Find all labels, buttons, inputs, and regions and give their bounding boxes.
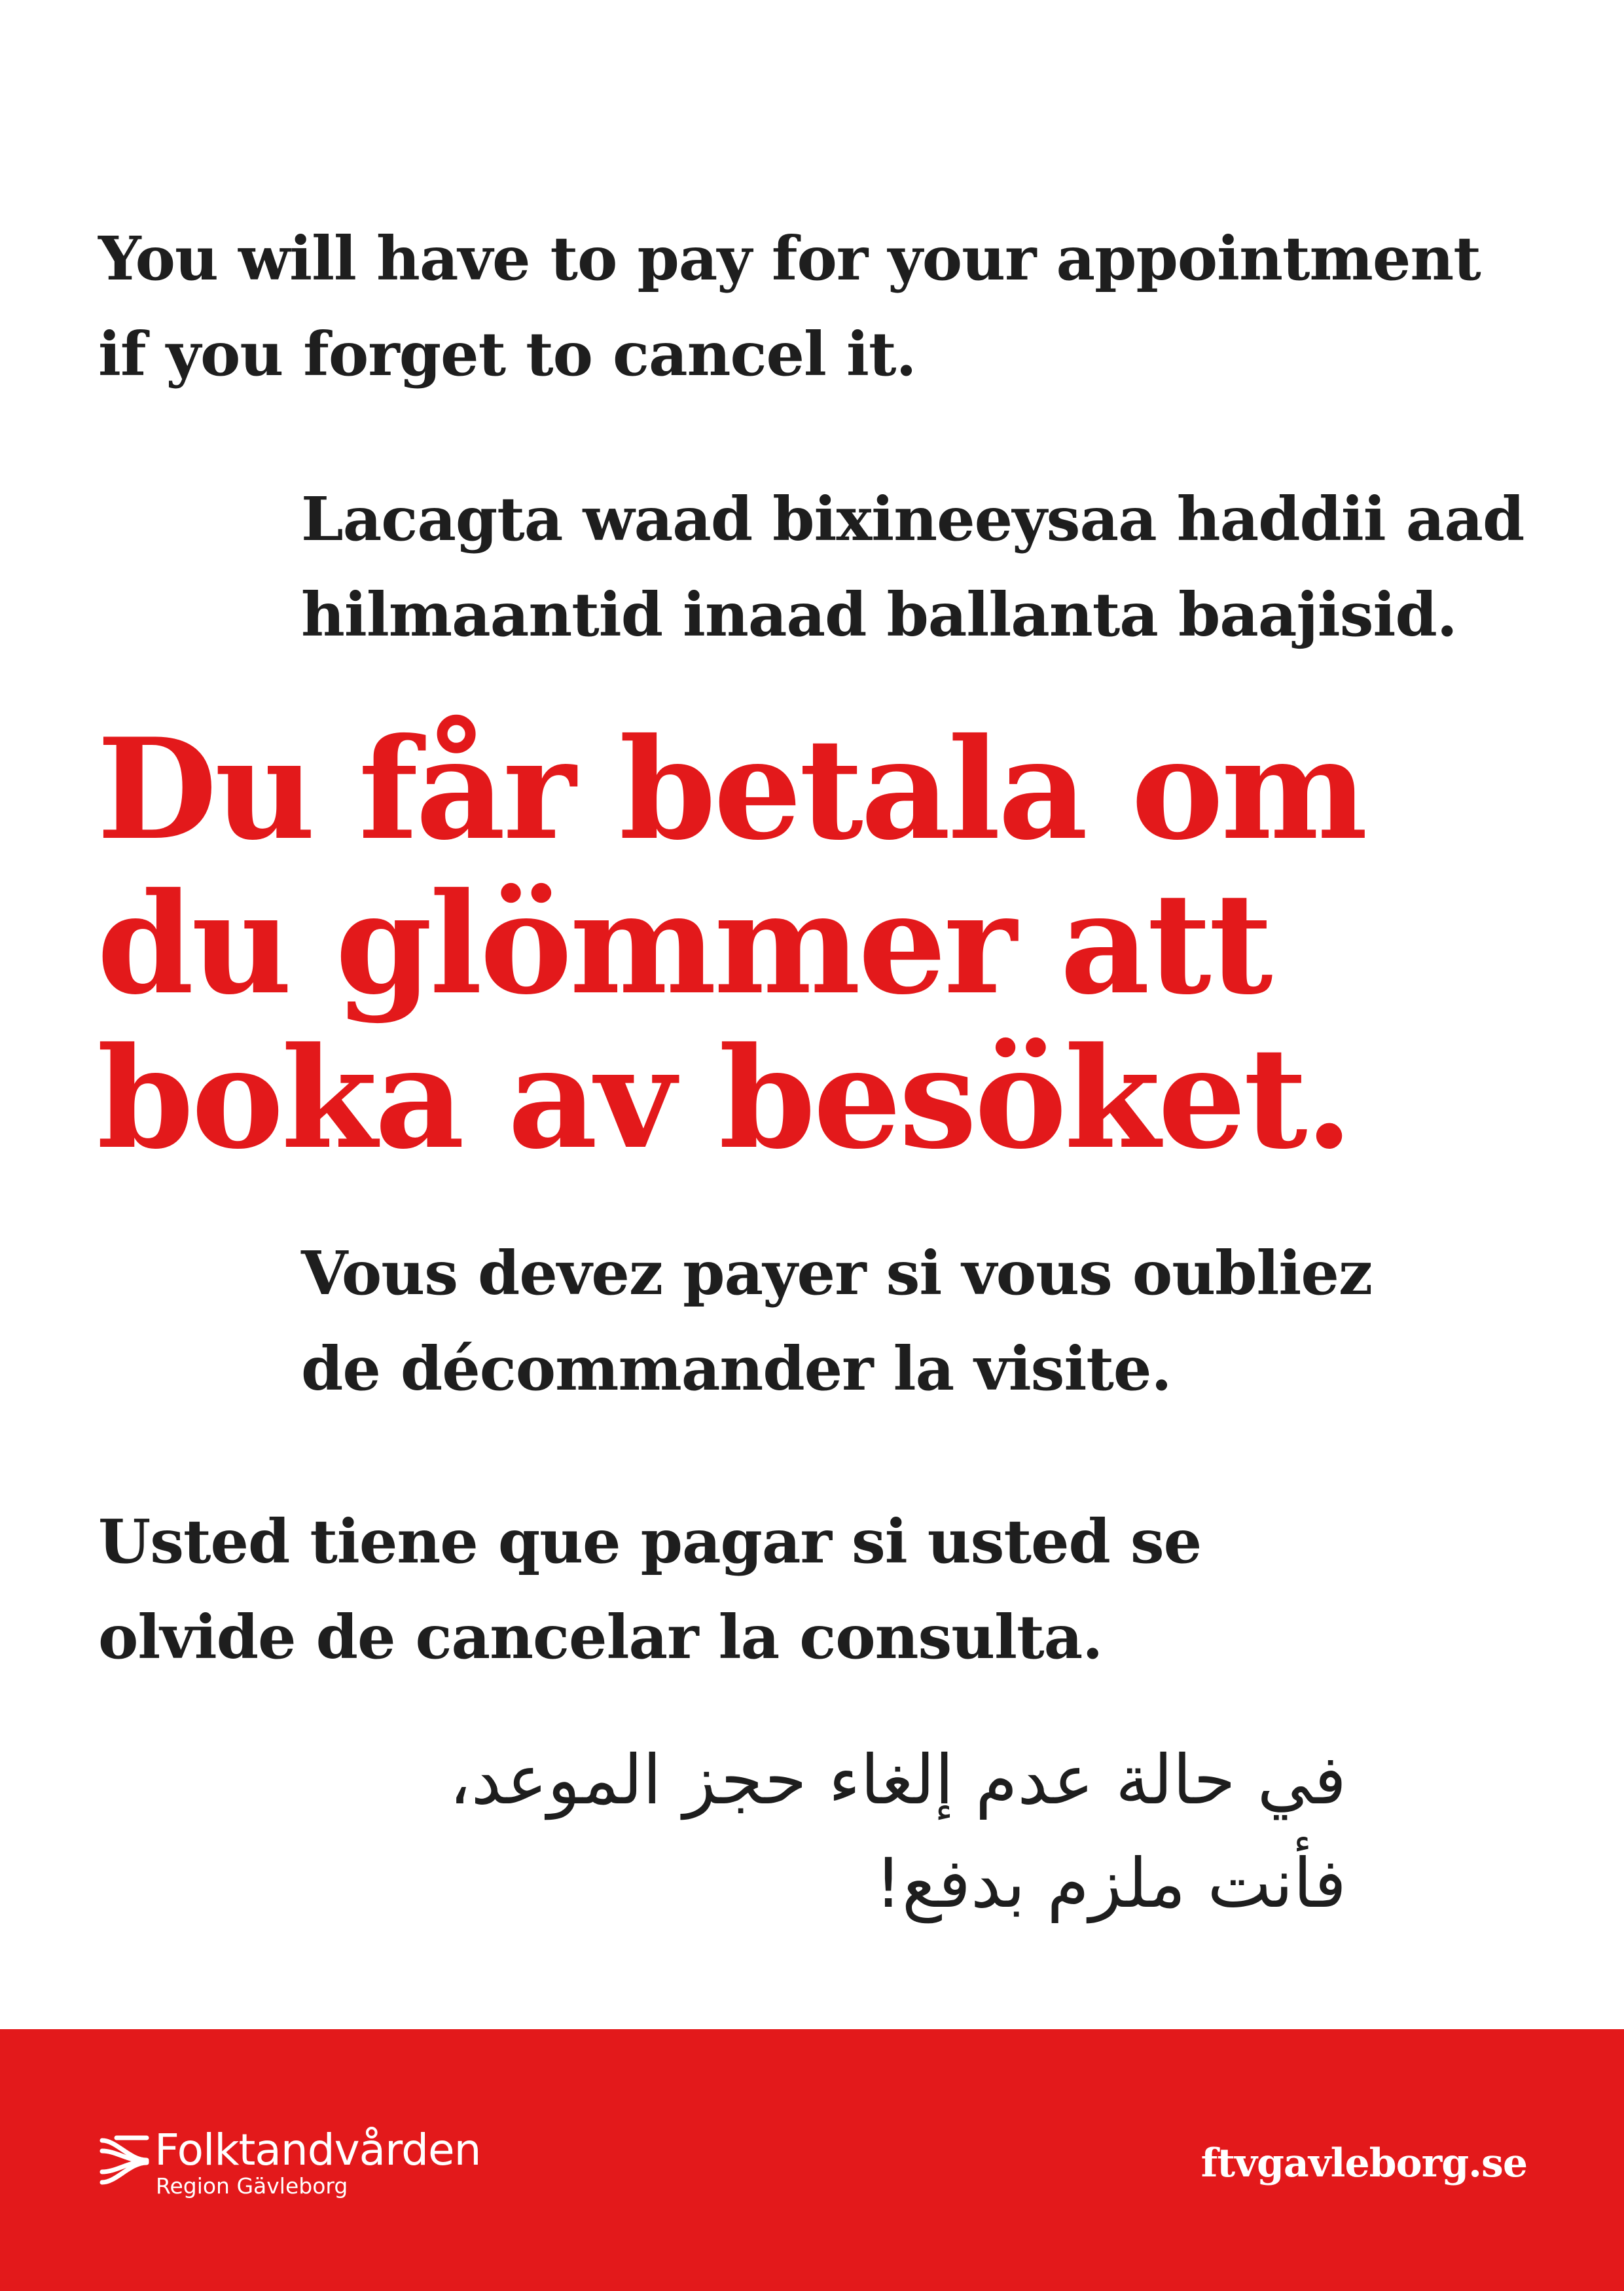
message-english xyxy=(98,211,1481,402)
message-line: Lacagta waad bixineeysaa haddii aad xyxy=(301,484,1525,554)
logo-name: Folktandvården xyxy=(154,2125,481,2175)
message-line: olvide de cancelar la consulta. xyxy=(98,1602,1103,1672)
logo-subtitle: Region Gävleborg xyxy=(156,2173,348,2199)
website-link[interactable]: ftvgavleborg.se xyxy=(1200,2140,1527,2186)
headline-line: boka av besöket. xyxy=(97,1017,1351,1180)
message-line: فأنت ملزم بدفع! xyxy=(875,1843,1346,1923)
folktandvarden-logo-icon xyxy=(97,2134,152,2189)
message-line: You will have to pay for your appointment xyxy=(98,223,1481,294)
message-line: في حالة عدم إلغاء حجز الموعد، xyxy=(449,1740,1346,1820)
message-line: Vous devez payer si vous oubliez xyxy=(301,1238,1373,1308)
message-line: hilmaantid inaad ballanta baajisid. xyxy=(301,579,1457,650)
message-somali xyxy=(301,471,1524,662)
message-french xyxy=(301,1225,1372,1416)
message-line: de décommander la visite. xyxy=(301,1333,1172,1404)
message-swedish-headline xyxy=(97,708,1365,1180)
message-line: if you forget to cancel it. xyxy=(98,319,916,389)
headline-line: Du får betala om xyxy=(97,708,1365,871)
footer-bar xyxy=(0,2029,1624,2291)
message-line: Usted tiene que pagar si usted se xyxy=(98,1506,1202,1577)
message-arabic xyxy=(449,1728,1346,1935)
headline-line: du glömmer att xyxy=(97,862,1271,1025)
message-spanish xyxy=(98,1494,1201,1685)
